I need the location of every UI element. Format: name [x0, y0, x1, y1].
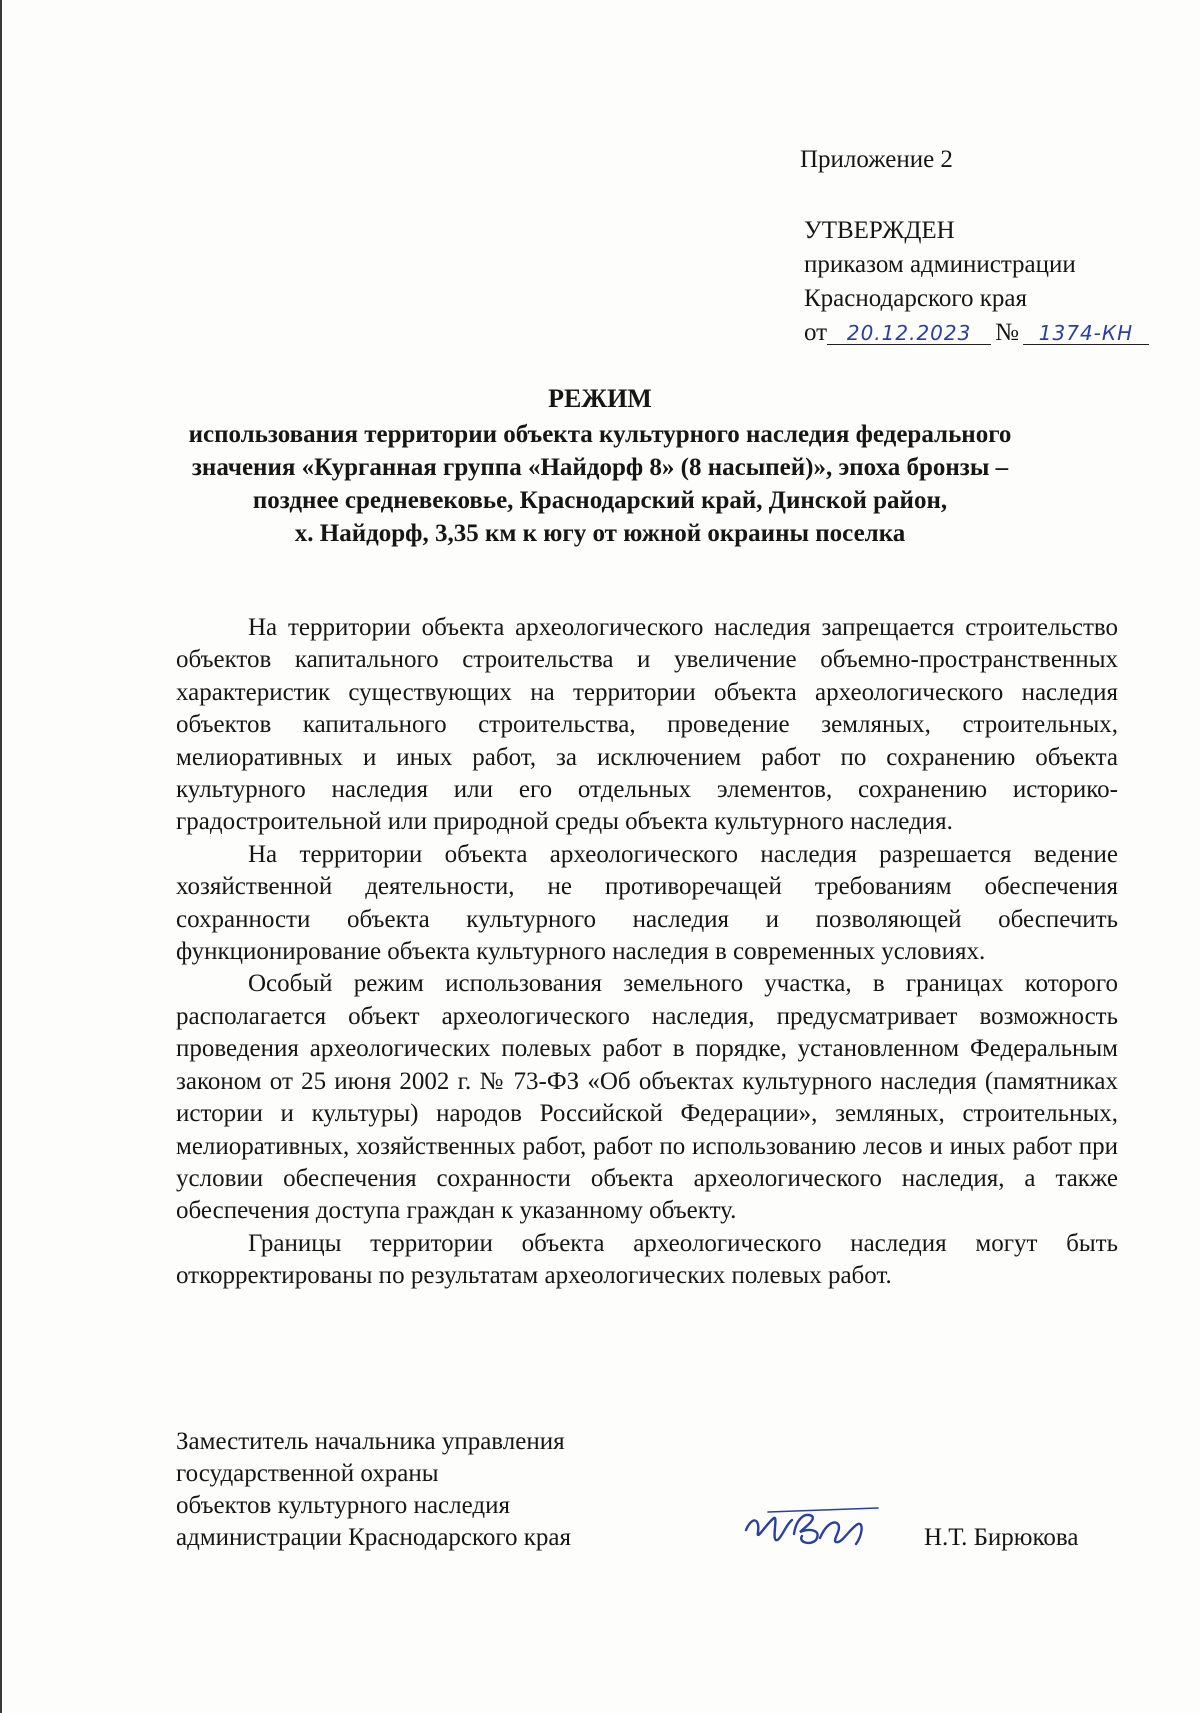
appendix-label: Приложение 2: [800, 146, 953, 173]
subtitle-line-4: х. Найдорф, 3,35 км к югу от южной окраины поселка: [294, 520, 906, 547]
number-prefix: №: [995, 319, 1019, 346]
handwritten-number: 1374-КН: [1023, 322, 1149, 345]
date-prefix: от: [804, 319, 828, 346]
position-line-2: государственной охраны: [176, 1460, 439, 1487]
scan-edge: [0, 0, 2, 1713]
position-line-4: администрации Краснодарского края: [176, 1524, 572, 1551]
paragraph-special-regime: Особый режим использования земельного участка, в границах которого располагается объект археологического наследия, предусматривает возможность проведения археологических полевых работ в порядке, установленном Федеральным законом от 25 июня 2002 г. № 73-ФЗ «Об объектах культурного наследия (памятниках истории и культуры) народов Российской Федерации», земляных, строительных, мелиоративных, хозяйственных работ, работ по использованию лесов и иных работ при условии обеспечения сохранности объекта археологического наследия, а также обеспечения доступа граждан к указанному объекту.: [176, 970, 1118, 1225]
signatory-position: [176, 1426, 571, 1554]
position-line-1: Заместитель начальника управления: [176, 1428, 565, 1455]
document-subtitle: [150, 418, 1050, 550]
paragraph-boundaries: Границы территории объекта археологического наследия могут быть откорректированы по результатам археологических полевых работ.: [176, 1229, 1118, 1290]
document-body: [176, 612, 1118, 1293]
position-line-3: объектов культурного наследия: [176, 1492, 510, 1519]
subtitle-line-2: значения «Курганная группа «Найдорф 8» (8 насыпей)», эпоха бронзы –: [191, 454, 1009, 481]
approved-by-line-1: приказом администрации: [804, 251, 1076, 278]
paragraph-permitted-activity: На территории объекта археологического наследия разрешается ведение хозяйственной деятельности, не противоречащей требованиям обеспечения сохранности объекта культурного наследия и позволяющей обеспечить функционирование объекта культурного наследия в современных условиях.: [176, 840, 1118, 966]
handwritten-signature: [738, 1494, 888, 1554]
order-date-number-line: [804, 316, 1149, 350]
subtitle-line-1: использования территории объекта культурного наследия федерального: [188, 421, 1012, 448]
approved-heading: УТВЕРЖДЕН: [804, 217, 955, 244]
paragraph-prohibition: На территории объекта археологического наследия запрещается строительство объектов капитального строительства и увеличение объемно-пространственных характеристик существующих на территории объекта археологического наследия объектов капитального строительства, проведение земляных, строительных, мелиоративных и иных работ, за исключением работ по сохранению объекта культурного наследия или его отдельных элементов, сохранению историко-градостроительной или природной среды объекта культурного наследия.: [176, 614, 1118, 836]
signatory-name: Н.Т. Бирюкова: [924, 1524, 1079, 1551]
subtitle-line-3: позднее средневековье, Краснодарский край, Динской район,: [252, 487, 948, 514]
handwritten-date: 20.12.2023: [827, 322, 991, 345]
document-title: РЕЖИМ: [548, 384, 652, 413]
approved-by-line-2: Краснодарского края: [804, 285, 1027, 312]
approval-block: [804, 214, 1149, 350]
